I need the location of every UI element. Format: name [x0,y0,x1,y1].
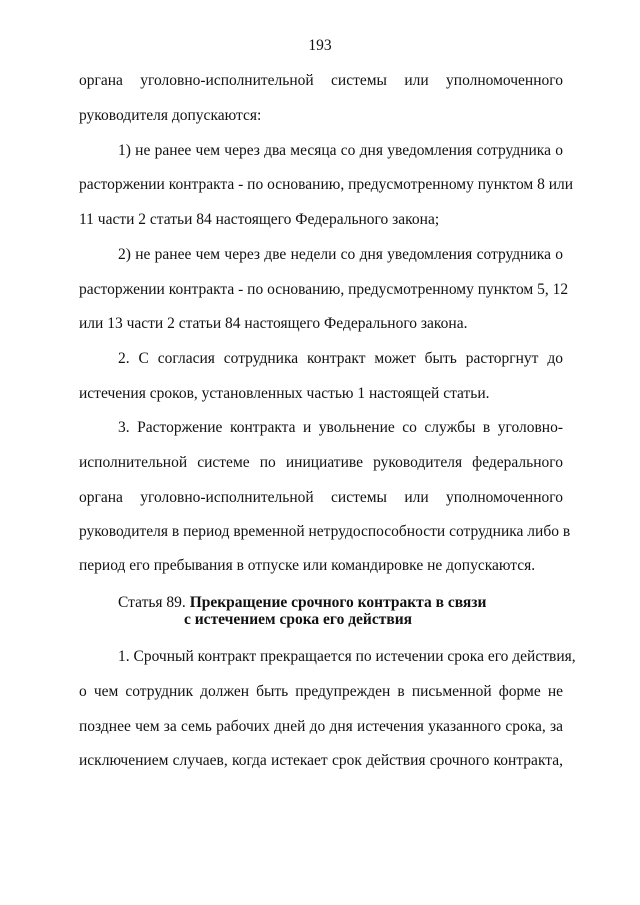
article-title: Прекращение срочного контракта в связи [189,594,487,611]
article-title-continued: с истечением срока его действия [184,611,413,628]
text-line: или 13 части 2 статьи 84 настоящего Федерального закона. [79,315,468,332]
text-line: 3. Расторжение контракта и увольнение со службы в уголовно- [118,419,563,436]
text-line: 1) не ранее чем через два месяца со дня уведомления сотрудника о [118,142,563,159]
text-line: 11 части 2 статьи 84 настоящего Федерального закона; [79,211,440,228]
text-line: органа уголовно-исполнительной системы или уполномоченного [79,72,563,89]
text-line: расторжении контракта - по основанию, предусмотренному пунктом 8 или [79,176,574,193]
text-line: 2. С согласия сотрудника контракт может быть расторгнут до [118,350,563,367]
text-line: истечения сроков, установленных частью 1 настоящей статьи. [79,385,490,402]
text-line: руководителя допускаются: [79,107,262,124]
text-line: руководителя в период временной нетрудоспособности сотрудника либо в [79,523,571,540]
page-number: 193 [308,37,332,54]
text-line: 2) не ранее чем через две недели со дня уведомления сотрудника о [118,246,563,263]
text-line: исполнительной системе по инициативе руководителя федерального [79,454,563,471]
text-line: 1. Срочный контракт прекращается по истечении срока его действия, [118,648,576,665]
text-line: органа уголовно-исполнительной системы или уполномоченного [79,489,563,506]
text-line: период его пребывания в отпуске или командировке не допускаются. [79,557,536,574]
text-line: позднее чем за семь рабочих дней до дня истечения указанного срока, за [79,718,563,735]
article-number: Статья 89. [118,594,186,611]
text-line: расторжении контракта - по основанию, предусмотренному пунктом 5, 12 [79,281,569,298]
text-line: о чем сотрудник должен быть предупрежден в письменной форме не [79,683,563,700]
text-line: исключением случаев, когда истекает срок действия срочного контракта, [79,752,563,769]
